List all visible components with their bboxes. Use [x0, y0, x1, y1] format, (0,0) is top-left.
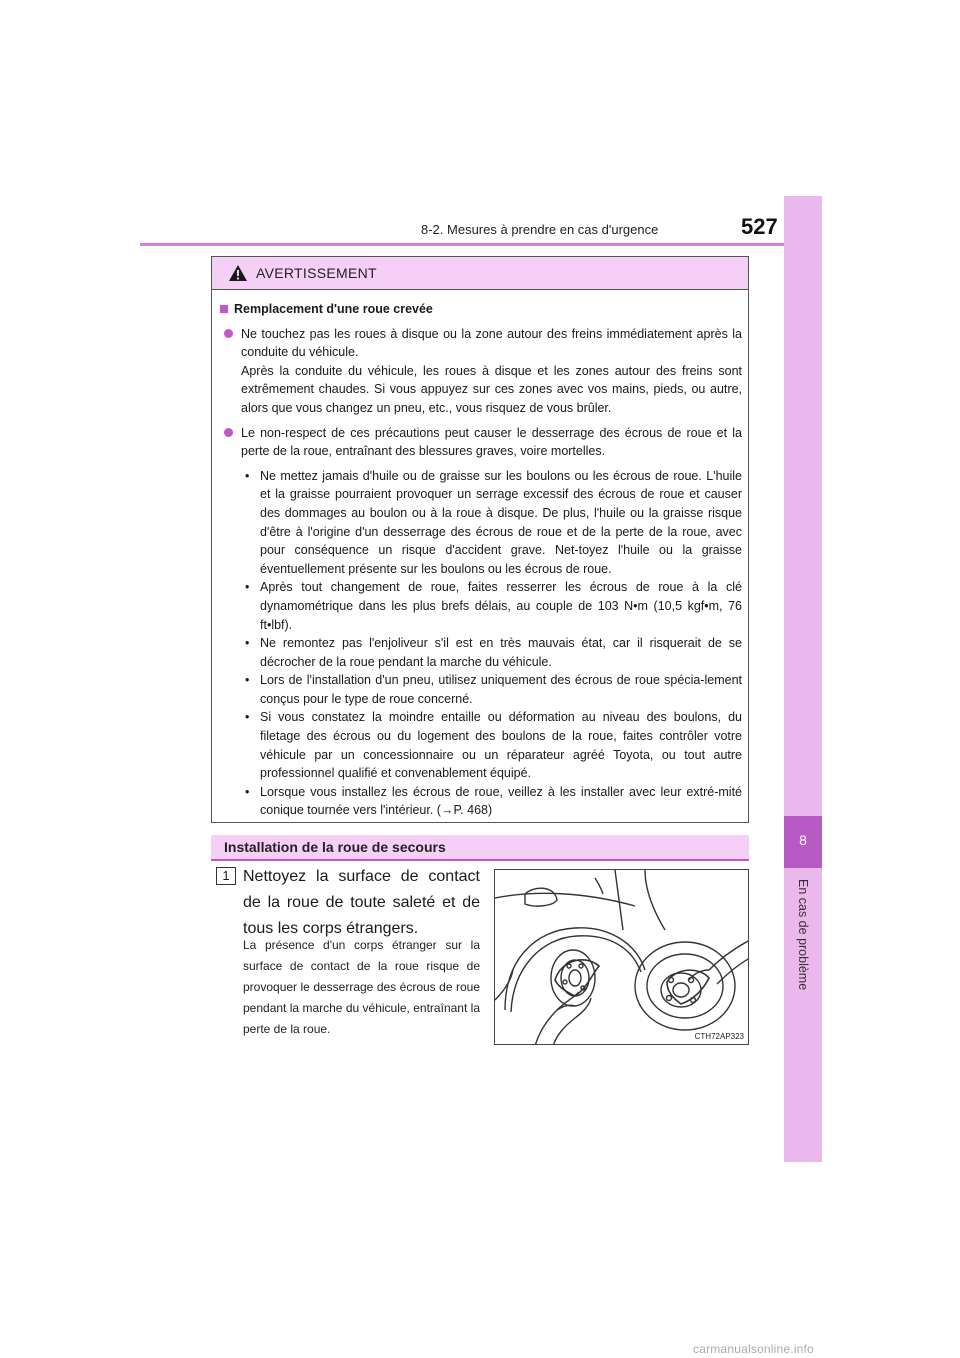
step-instruction: Nettoyez la surface de contact de la roue de toute saleté et de tous les corps étrangers. — [243, 868, 480, 937]
warning-title: AVERTISSEMENT — [256, 265, 377, 281]
warning-subtitle — [220, 300, 742, 319]
list-item: • Lorsque vous installez les écrous de roue, veillez à les installer avec leur extré-mité conique tournée vers l'intérieur. (→P. 468) — [245, 783, 742, 820]
warning-triangle-icon — [228, 264, 248, 282]
square-bullet-icon — [220, 305, 228, 313]
warning-subtitle-text: Remplacement d'une roue crevée — [234, 302, 433, 316]
round-bullet-icon — [224, 428, 233, 437]
list-item: • Ne remontez pas l'enjoliveur s'il est en très mauvais état, car il risquerait de se décrocher de la roue pendant la marche du véhicule. — [245, 634, 742, 671]
section-title: Installation de la roue de secours — [224, 839, 446, 855]
watermark: carmanualsonline.info — [693, 1342, 814, 1356]
list-item: • Après tout changement de roue, faites resserrer les écrous de roue à la clé dynamométrique dans les plus brefs délais, au couple de 103 N•m (10,5 kgf•m, 76 ft•lbf). — [245, 578, 742, 634]
warning-paragraph: Ne touchez pas les roues à disque ou la zone autour des freins immédiatement après la conduite du véhicule. — [241, 326, 742, 360]
warning-paragraph: Le non-respect de ces précautions peut causer le desserrage des écrous de roue et la perte de la roue, entraînant des blessures graves, voire mortelles. — [241, 425, 742, 459]
section-header — [211, 835, 749, 861]
warning-bullet — [220, 424, 742, 461]
chapter-number: 8 — [799, 832, 807, 848]
list-item: • Ne mettez jamais d'huile ou de graisse sur les boulons ou les écrous de roue. L'huile et la graisse pourraient provoquer un serrage excessif des écrous de roue et causer des dommages au boulon ou à la roue à disque. De plus, l'huile ou la graisse risque d'être à l'origine d'un desserrage des écrous de roue et de la perte de la roue, avec pour conséquence un risque d'accident grave. Net-toyez l'huile ou la graisse éventuellement présente sur les boulons ou les écrous de roue. — [245, 467, 742, 579]
step-number-badge: 1 — [216, 867, 236, 885]
round-bullet-icon — [224, 329, 233, 338]
step-note: La présence d'un corps étranger sur la surface de contact de la roue risque de provoquer le desserrage des écrous de roue pendant la marche du véhicule, entraînant la perte de la roue. — [243, 938, 480, 1036]
chapter-side-tab — [784, 196, 822, 1162]
warning-header — [212, 257, 748, 290]
warning-paragraph: Après la conduite du véhicule, les roues à disque et les zones autour des freins sont extrêmement chaudes. Si vous appuyez sur ces zones avec vos mains, pieds, ou autre, alors que vous changez un pneu, etc., vous risquez de vous brûler. — [241, 363, 742, 415]
running-head: 8-2. Mesures à prendre en cas d'urgence — [421, 222, 659, 237]
warning-body — [212, 290, 748, 820]
list-item: • Si vous constatez la moindre entaille ou déformation au niveau des boulons, du filetage des écrous ou du logement des boulons de la roue, faites contrôler votre véhicule par un concessionnaire ou un réparateur agréé Toyota, ou tout autre professionnel qualifié et convenablement équipé. — [245, 708, 742, 782]
cleaning-wheel-illustration — [494, 869, 749, 1045]
header-rule — [140, 243, 821, 246]
page-number: 527 — [741, 214, 778, 239]
chapter-label: En cas de problème — [796, 879, 810, 991]
figure-code: CTH72AP323 — [694, 1032, 744, 1041]
warning-box — [211, 256, 749, 823]
warning-bullet — [220, 325, 742, 418]
warning-sublist — [220, 467, 742, 820]
list-item: • Lors de l'installation d'un pneu, utilisez uniquement des écrous de roue spécia-lement conçus pour le type de roue concerné. — [245, 671, 742, 708]
wheel-cleaning-drawing — [495, 870, 749, 1045]
